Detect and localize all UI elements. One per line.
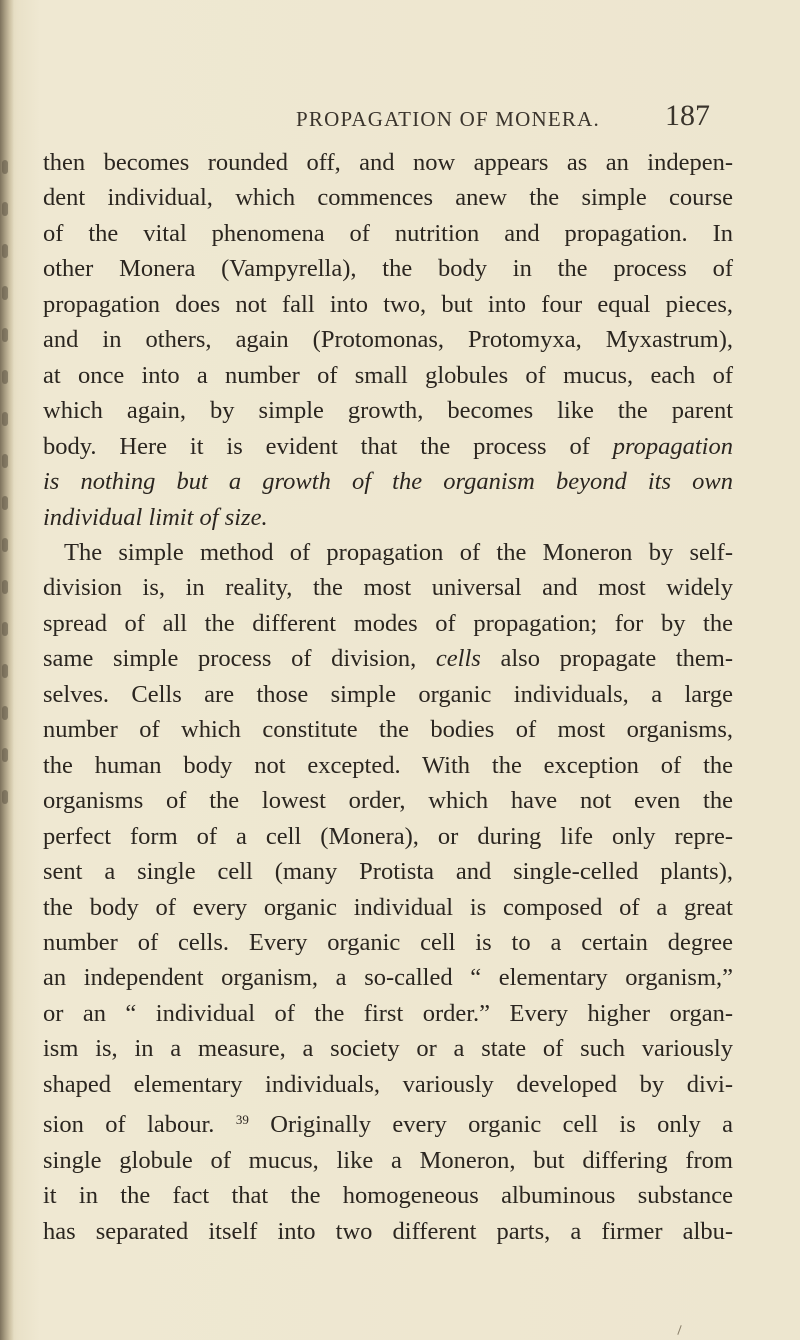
text-line: ism is, in a measure, a society or a state of such variously	[43, 1035, 733, 1063]
text-line: division is, in reality, the most universal and most widely	[43, 574, 733, 602]
text-line	[43, 464, 733, 499]
italic-emphasis: is nothing but a growth of the organism beyond its own	[43, 468, 733, 496]
text-line: number of which constitute the bodies of most organisms,	[43, 716, 733, 744]
text-line: perfect form of a cell (Monera), or during life only repre-	[43, 822, 733, 850]
text-line: other Monera (Vampyrella), the body in the process of	[43, 255, 733, 283]
text-line: it in the fact that the homogeneous albuminous substance	[43, 1182, 733, 1210]
text-line: has separated itself into two different parts, a firmer albu-	[43, 1217, 733, 1245]
text-line: and in others, again (Protomonas, Protomyxa, Myxastrum),	[43, 326, 733, 354]
text-line: then becomes rounded off, and now appears as an indepen-	[43, 149, 733, 176]
text-line: number of cells. Every organic cell is to a certain degree	[43, 928, 733, 956]
text-line: or an “ individual of the first order.” Every higher organ-	[43, 999, 733, 1027]
text-line: the human body not excepted. With the exception of the	[43, 751, 733, 779]
text-segment: Originally every organic cell is only a	[248, 1111, 733, 1139]
body-text	[43, 145, 733, 1249]
text-line: dent individual, which commences anew the simple course	[43, 184, 733, 212]
text-line: an independent organism, a so-called “ elementary organism,”	[43, 964, 733, 992]
text-line: which again, by simple growth, becomes like the parent	[43, 397, 733, 425]
text-line: propagation does not fall into two, but into four equal pieces,	[43, 290, 733, 318]
text-line: at once into a number of small globules of mucus, each of	[43, 361, 733, 389]
text-line: single globule of mucus, like a Moneron, but differing from	[43, 1146, 733, 1174]
text-line	[43, 429, 733, 464]
binding-stitch-marks	[2, 160, 10, 840]
text-line: shaped elementary individuals, variously developed by divi-	[43, 1070, 733, 1098]
text-line: the body of every organic individual is composed of a great	[43, 893, 733, 921]
text-segment: body. Here it is evident that the process of	[43, 432, 613, 460]
text-line	[43, 500, 733, 535]
text-line	[43, 535, 733, 570]
text-line	[43, 1102, 733, 1142]
stray-mark	[677, 1325, 681, 1335]
italic-emphasis: propagation	[612, 432, 733, 460]
text-segment: also propagate them-	[480, 645, 733, 673]
footnote-reference: 39	[235, 1112, 249, 1128]
page-number: 187	[665, 99, 710, 132]
text-line	[43, 641, 733, 676]
text-segment: same simple process of division,	[43, 645, 436, 673]
text-line: organisms of the lowest order, which have not even the	[43, 787, 733, 815]
text-line: spread of all the different modes of propagation; for by the	[43, 609, 733, 637]
text-line: selves. Cells are those simple organic individuals, a large	[43, 680, 733, 708]
text-segment: sion of labour.	[43, 1111, 236, 1139]
text-line: of the vital phenomena of nutrition and propagation. In	[43, 219, 733, 247]
italic-emphasis: cells	[435, 645, 481, 673]
running-head: PROPAGATION OF MONERA.	[296, 107, 600, 131]
text-line: sent a single cell (many Protista and single-celled plants),	[43, 858, 733, 886]
text-segment: The simple method of propagation of the Moneron by self-	[64, 538, 733, 566]
italic-emphasis: individual limit of size.	[43, 503, 268, 531]
